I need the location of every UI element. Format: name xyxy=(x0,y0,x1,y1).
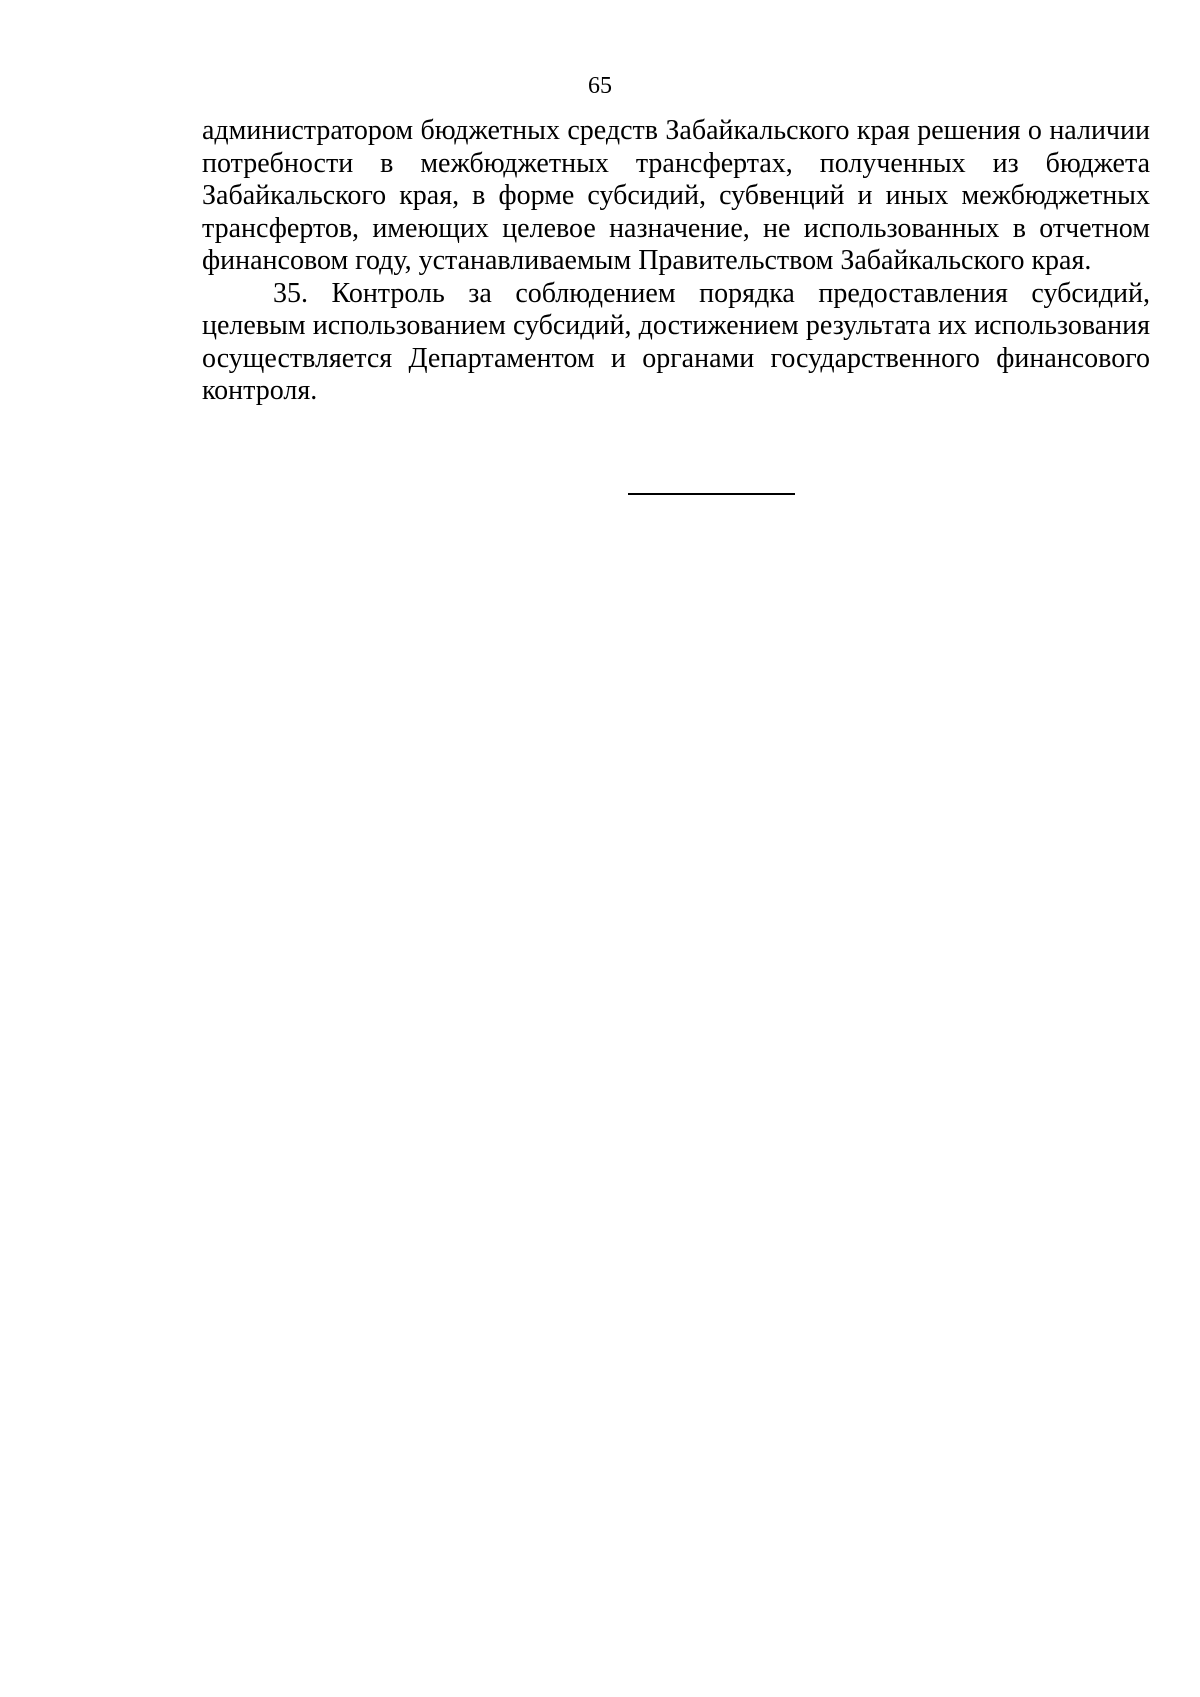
end-of-document-line xyxy=(628,493,795,495)
paragraph-35: 35. Контроль за соблюдением порядка предоставления субсидий, целевым использованием субсидий, достижением результата их использования осуществляется Департаментом и органами государственного финансового контроля. xyxy=(202,277,1150,406)
paragraph-continuation: администратором бюджетных средств Забайкальского края решения о наличии потребности в межбюджетных трансфертах, полученных из бюджета Забайкальского края, в форме субсидий, субвенций и иных межбюджетных трансфертов, имеющих целевое назначение, не использованных в отчетном финансовом году, устанавливаемым Правительством Забайкальского края. xyxy=(202,115,1150,276)
page-number: 65 xyxy=(588,73,612,99)
document-body xyxy=(202,115,1150,408)
